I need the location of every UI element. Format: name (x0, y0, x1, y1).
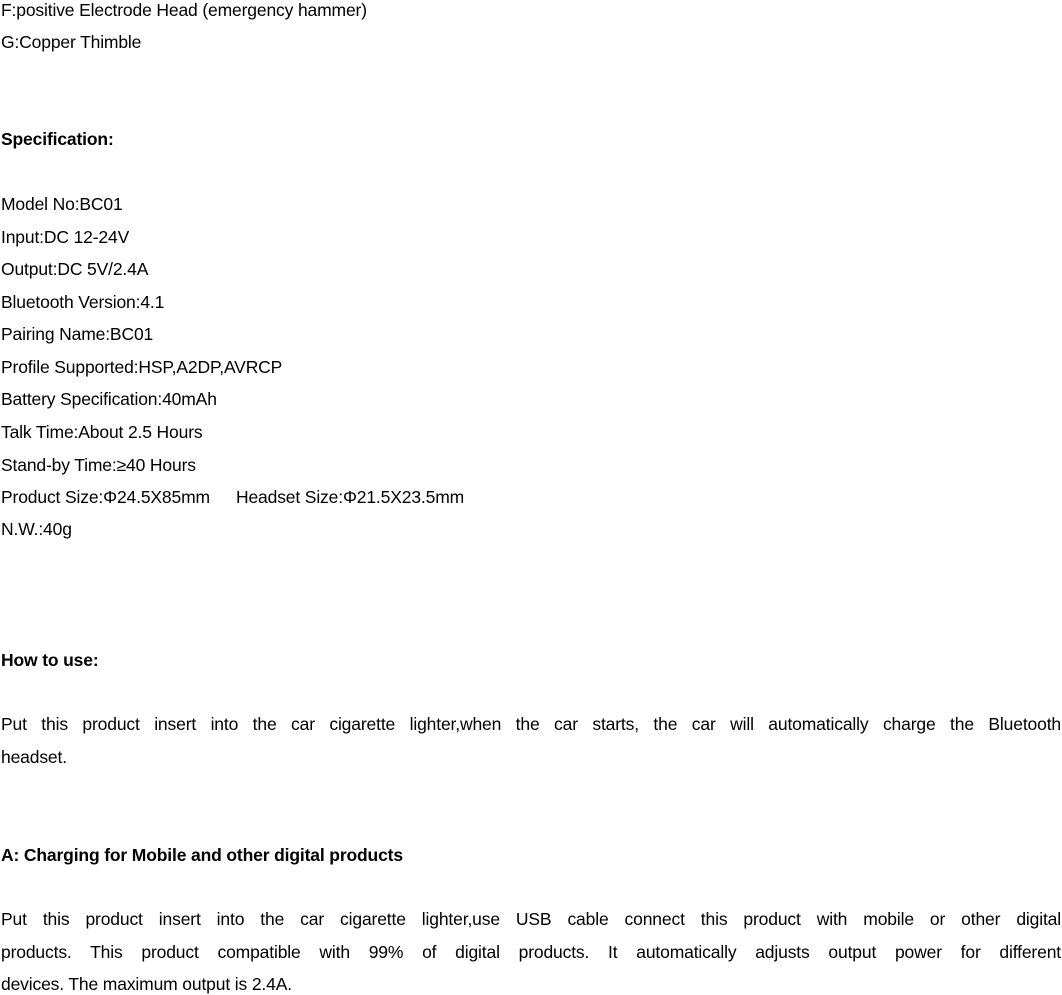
section-a-heading: A: Charging for Mobile and other digital products (1, 845, 403, 865)
spec-standby: Stand-by Time:≥40 Hours (1, 455, 196, 475)
spec-profile: Profile Supported:HSP,A2DP,AVRCP (1, 357, 283, 377)
component-g-line: G:Copper Thimble (1, 32, 142, 52)
spec-pairing-name: Pairing Name:BC01 (1, 324, 154, 344)
specification-heading: Specification: (1, 129, 114, 149)
spec-battery: Battery Specification:40mAh (1, 389, 217, 409)
spec-bluetooth-version: Bluetooth Version:4.1 (1, 292, 165, 312)
spec-size-row (1, 486, 464, 508)
how-to-use-para-line1: Put this product insert into the car cigarette lighter,when the car starts, the car will automatically charge the Bluetooth (1, 714, 1061, 734)
section-a-para-line3: devices. The maximum output is 2.4A. (1, 974, 292, 994)
spec-product-size: Product Size:Φ24.5X85mm (1, 487, 210, 507)
spec-output: Output:DC 5V/2.4A (1, 259, 149, 279)
spec-input: Input:DC 12-24V (1, 227, 130, 247)
how-to-use-heading: How to use: (1, 650, 99, 670)
component-f-line: F:positive Electrode Head (emergency hammer) (1, 0, 367, 20)
spec-talk-time: Talk Time:About 2.5 Hours (1, 422, 203, 442)
spec-model: Model No:BC01 (1, 194, 123, 214)
section-a-para-line2: products. This product compatible with 99% of digital products. It automatically adjusts output power for different (1, 942, 1061, 962)
spec-weight: N.W.:40g (1, 519, 72, 539)
spec-headset-size: Headset Size:Φ21.5X23.5mm (235, 487, 465, 507)
section-a-para-line1: Put this product insert into the car cigarette lighter,use USB cable connect this product with mobile or other digital (1, 909, 1061, 929)
how-to-use-para-line2: headset. (1, 747, 67, 767)
